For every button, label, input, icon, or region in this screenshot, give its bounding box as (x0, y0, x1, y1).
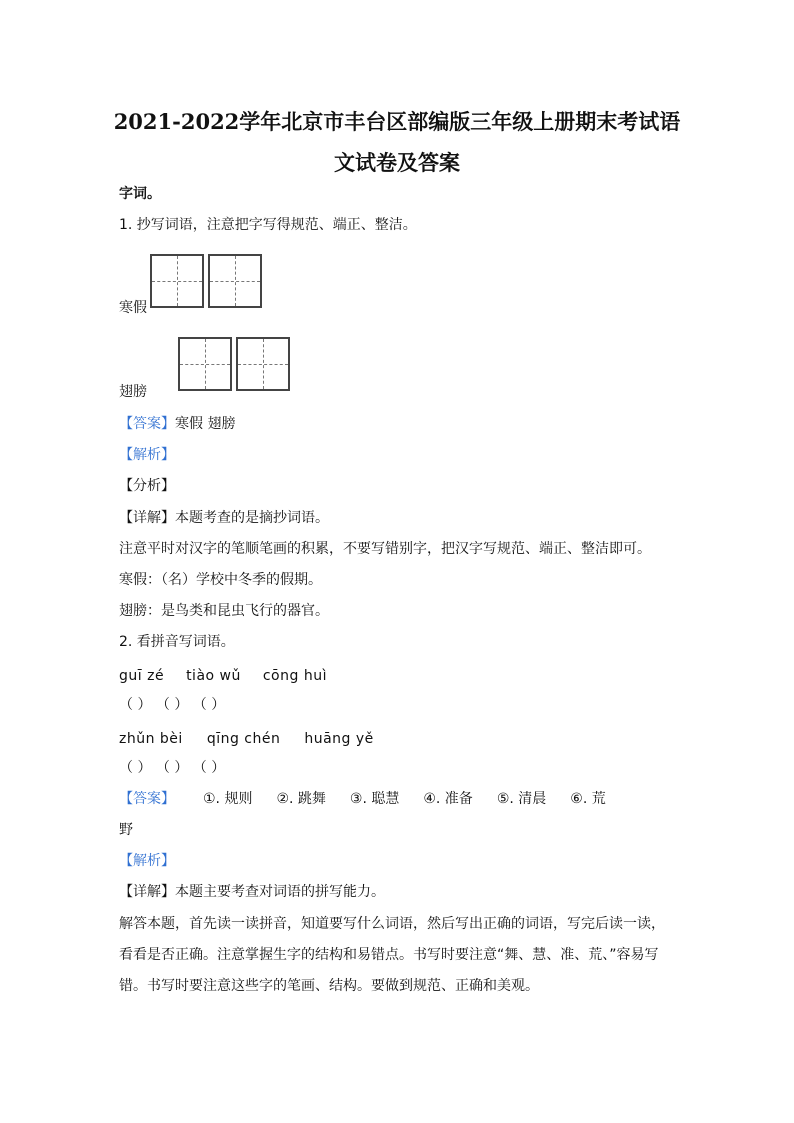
writing-grid (178, 337, 232, 391)
q2-prompt: 2. 看拼音写词语。 (119, 634, 235, 650)
q1-def-2: 翅膀：是鸟类和昆虫飞行的器官。 (119, 603, 329, 619)
q2-detail (119, 882, 385, 902)
q2-analysis-tag: 【解析】 (119, 853, 175, 869)
answer-item: ②. 跳舞 (276, 791, 326, 807)
writing-grid (236, 337, 290, 391)
answer-item: ①. 规则 (203, 791, 253, 807)
q2-pinyin-row-1 (119, 666, 327, 686)
q2-answer-wrap: 野 (119, 822, 133, 838)
q1-analysis-tag: 【解析】 (119, 447, 175, 463)
title-line-1: 2021-2022学年北京市丰台区部编版三年级上册期末考试语 (113, 109, 681, 134)
answer-item: ③. 聪慧 (349, 791, 400, 807)
q2-pinyin-row-2 (119, 729, 374, 749)
q2-answer (119, 789, 606, 809)
pinyin: cōng huì (262, 668, 327, 684)
q1-def-1: 寒假：（名）学校中冬季的假期。 (119, 572, 322, 588)
answer-tag: 【答案】 (119, 416, 175, 432)
pinyin: guī zé (119, 668, 165, 684)
q2-blank-row-2: （ ） （ ） （ ） (119, 760, 226, 776)
q2-blank-row-1: （ ） （ ） （ ） (119, 697, 226, 713)
q1-prompt: 1. 抄写词语，注意把字写得规范、端正、整洁。 (119, 217, 417, 233)
detail-text: 本题主要考查对词语的拼写能力。 (175, 884, 385, 900)
pinyin: zhǔn bèi (119, 731, 183, 747)
answer-tag: 【答案】 (119, 791, 175, 807)
q1-fenxi: 【分析】 (119, 478, 175, 494)
answer-item: ④. 准备 (423, 791, 473, 807)
detail-text: 本题考查的是摘抄词语。 (175, 510, 329, 526)
writing-grid (150, 254, 204, 308)
answer-item: ⑥. 荒 (570, 791, 606, 807)
q1-detail (119, 508, 329, 528)
writing-grid (208, 254, 262, 308)
pinyin: tiào wǔ (186, 668, 241, 684)
q1-note: 注意平时对汉字的笔顺笔画的积累，不要写错别字，把汉字写规范、端正、整洁即可。 (119, 541, 651, 557)
pinyin: huāng yě (304, 731, 374, 747)
title-line-2: 文试卷及答案 (334, 150, 460, 175)
detail-tag: 【详解】 (119, 510, 175, 526)
detail-tag: 【详解】 (119, 884, 175, 900)
answer-item: ⑤. 清晨 (496, 791, 547, 807)
q2-para-1: 解答本题，首先读一读拼音，知道要写什么词语，然后写出正确的词语，写完后读一读， (119, 916, 665, 932)
section-heading: 字词。 (119, 186, 161, 202)
pinyin: qīng chén (206, 731, 281, 747)
q1-word-2: 翅膀 (119, 384, 147, 400)
q2-para-2: 看看是否正确。注意掌握生字的结构和易错点。书写时要注意“舞、慧、准、荒、”容易写 (119, 947, 659, 963)
q1-word-1: 寒假 (119, 300, 147, 316)
q1-answer (119, 414, 235, 434)
q2-para-3: 错。书写时要注意这些字的笔画、结构。要做到规范、正确和美观。 (119, 978, 539, 994)
answer-text: 寒假 翅膀 (175, 416, 236, 432)
